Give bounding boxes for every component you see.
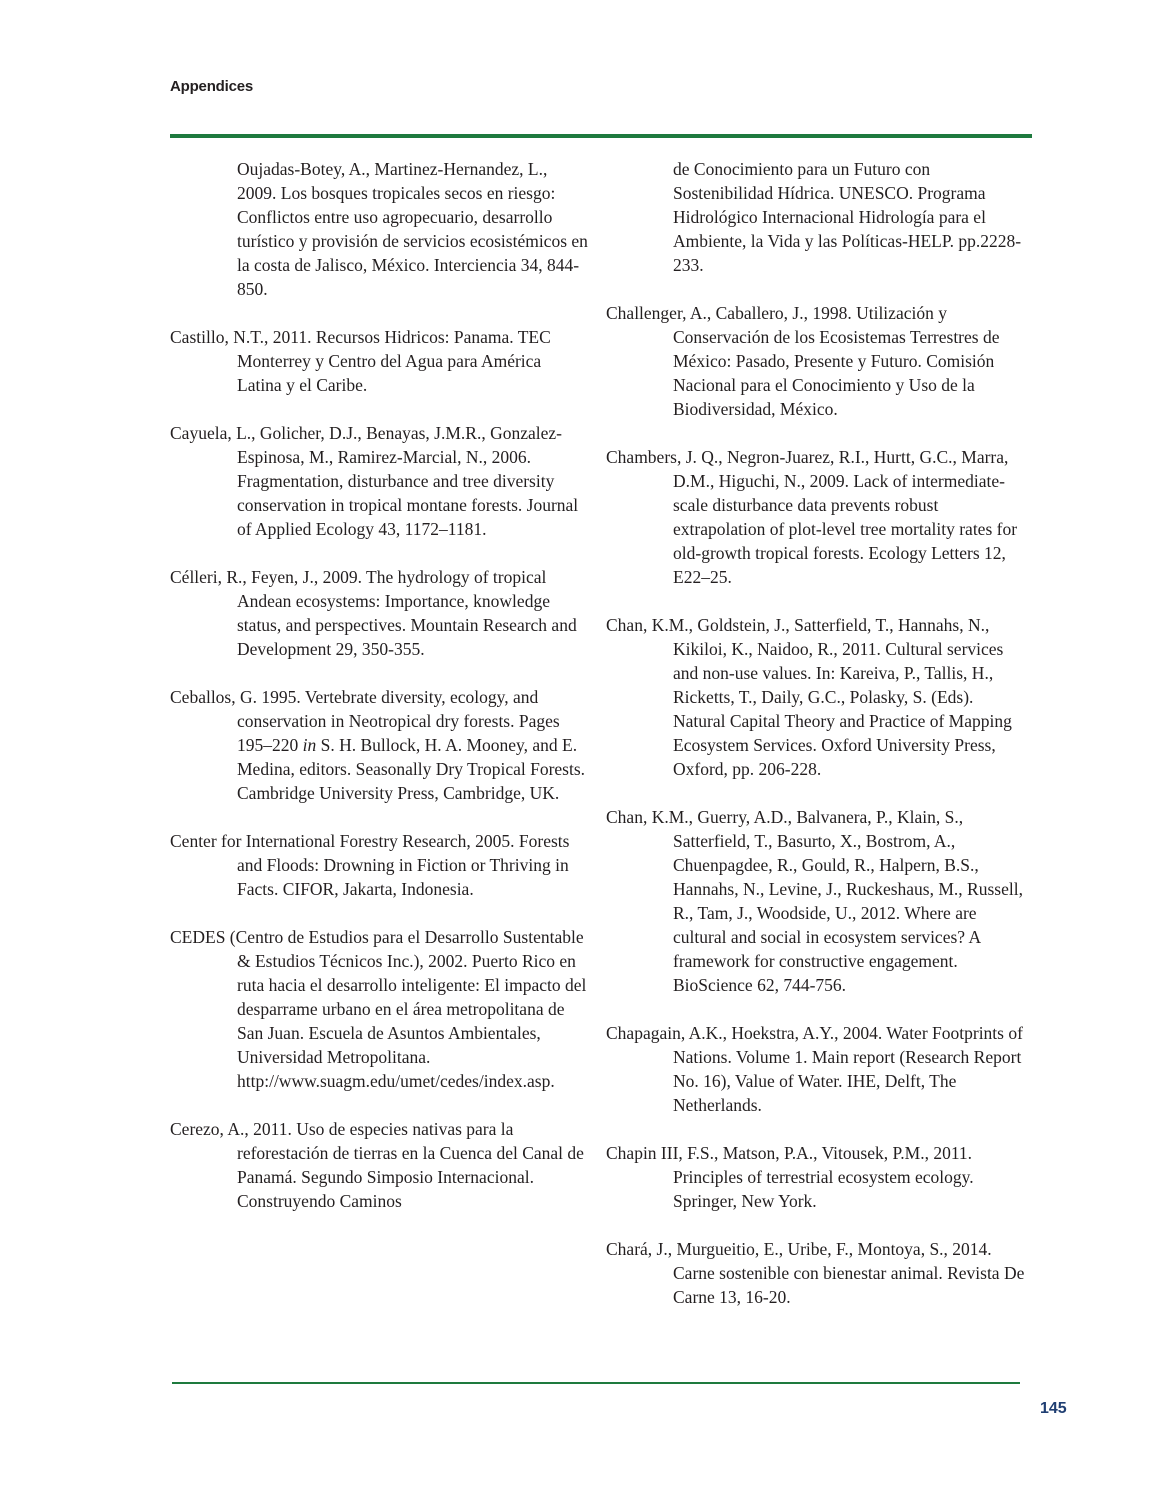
reference-entry: Cayuela, L., Golicher, D.J., Benayas, J.M.R., Gonzalez-Espinosa, M., Ramirez-Marcial, N., 2006. Fragmentation, disturbance and tree diversity conservation in tropical montane forests. Journal of Applied Ecology 43, 1172–1181.	[170, 423, 579, 539]
reference-entry: Challenger, A., Caballero, J., 1998. Utilización y Conservación de los Ecosistemas Terrestres de México: Pasado, Presente y Futuro. Comisión Nacional para el Conocimiento y Uso de la Biodiversidad, México.	[606, 303, 1000, 419]
reference-entry: CEDES (Centro de Estudios para el Desarrollo Sustentable & Estudios Técnicos Inc.), 2002. Puerto Rico en ruta hacia el desarrollo inteligente: El impacto del desparrame urbano en el área metropolitana de San Juan. Escuela de Asuntos Ambientales, Universidad Metropolitana. http://www.suagm.edu/umet/cedes/index.asp.	[170, 927, 587, 1091]
reference-entry: de Conocimiento para un Futuro con Sostenibilidad Hídrica. UNESCO. Programa Hidrológico Internacional Hidrología para el Ambiente, la Vida y las Políticas-HELP. pp.2228-233.	[673, 159, 1022, 275]
reference-entry: Oujadas-Botey, A., Martinez-Hernandez, L., 2009. Los bosques tropicales secos en riesgo: Conflictos entre uso agropecuario, desarrollo turístico y provisión de servicios ecosistémicos en la costa de Jalisco, México. Interciencia 34, 844-850.	[237, 159, 588, 299]
left-column	[170, 157, 590, 1237]
footer-rule	[172, 1382, 1020, 1384]
reference-text: S. H. Bullock, H. A. Mooney, and E. Medina, editors. Seasonally Dry Tropical Forests. Cambridge University Press, Cambridge, UK.	[237, 735, 586, 803]
reference-entry: Chapagain, A.K., Hoekstra, A.Y., 2004. Water Footprints of Nations. Volume 1. Main report (Research Report No. 16), Value of Water. IHE, Delft, The Netherlands.	[606, 1023, 1023, 1115]
reference-entry: Célleri, R., Feyen, J., 2009. The hydrology of tropical Andean ecosystems: Importance, knowledge status, and perspectives. Mountain Research and Development 29, 350-355.	[170, 567, 577, 659]
reference-entry: Cerezo, A., 2011. Uso de especies nativas para la reforestación de tierras en la Cuenca del Canal de Panamá. Segundo Simposio Internacional. Construyendo Caminos	[170, 1119, 584, 1211]
reference-entry: Chambers, J. Q., Negron-Juarez, R.I., Hurtt, G.C., Marra, D.M., Higuchi, N., 2009. Lack of intermediate-scale disturbance data prevents robust extrapolation of plot-level tree mortality rates for old-growth tropical forests. Ecology Letters 12, E22–25.	[606, 447, 1018, 587]
running-header: Appendices	[170, 78, 254, 95]
reference-entry: Castillo, N.T., 2011. Recursos Hidricos: Panama. TEC Monterrey y Centro del Agua para América Latina y el Caribe.	[170, 327, 551, 395]
reference-entry: Chará, J., Murgueitio, E., Uribe, F., Montoya, S., 2014. Carne sostenible con bienestar animal. Revista De Carne 13, 16-20.	[606, 1239, 1025, 1307]
reference-text: Ceballos, G. 1995. Vertebrate diversity, ecology, and conservation in Neotropical dry forests. Pages 195–220	[170, 687, 560, 755]
header-rule	[170, 134, 1032, 138]
reference-entry: Chan, K.M., Goldstein, J., Satterfield, T., Hannahs, N., Kikiloi, K., Naidoo, R., 2011. Cultural services and non-use values. In: Kareiva, P., Tallis, H., Ricketts, T., Daily, G.C., Polasky, S. (Eds). Natural Capital Theory and Practice of Mapping Ecosystem Services. Oxford University Press, Oxford, pp. 206-228.	[606, 615, 1012, 779]
reference-entry: Chapin III, F.S., Matson, P.A., Vitousek, P.M., 2011. Principles of terrestrial ecosystem ecology. Springer, New York.	[606, 1143, 974, 1211]
right-column	[606, 157, 1026, 1333]
reference-italic-text: in	[302, 735, 317, 755]
page-number: 145	[1040, 1400, 1067, 1417]
reference-entry: Center for International Forestry Research, 2005. Forests and Floods: Drowning in Fiction or Thriving in Facts. CIFOR, Jakarta, Indonesia.	[170, 831, 570, 899]
reference-entry	[170, 685, 590, 805]
reference-entry: Chan, K.M., Guerry, A.D., Balvanera, P., Klain, S., Satterfield, T., Basurto, X., Bostrom, A., Chuenpagdee, R., Gould, R., Halpern, B.S., Hannahs, N., Levine, J., Ruckeshaus, M., Russell, R., Tam, J., Woodside, U., 2012. Where are cultural and social in ecosystem services? A framework for constructive engagement. BioScience 62, 744-756.	[606, 807, 1023, 995]
